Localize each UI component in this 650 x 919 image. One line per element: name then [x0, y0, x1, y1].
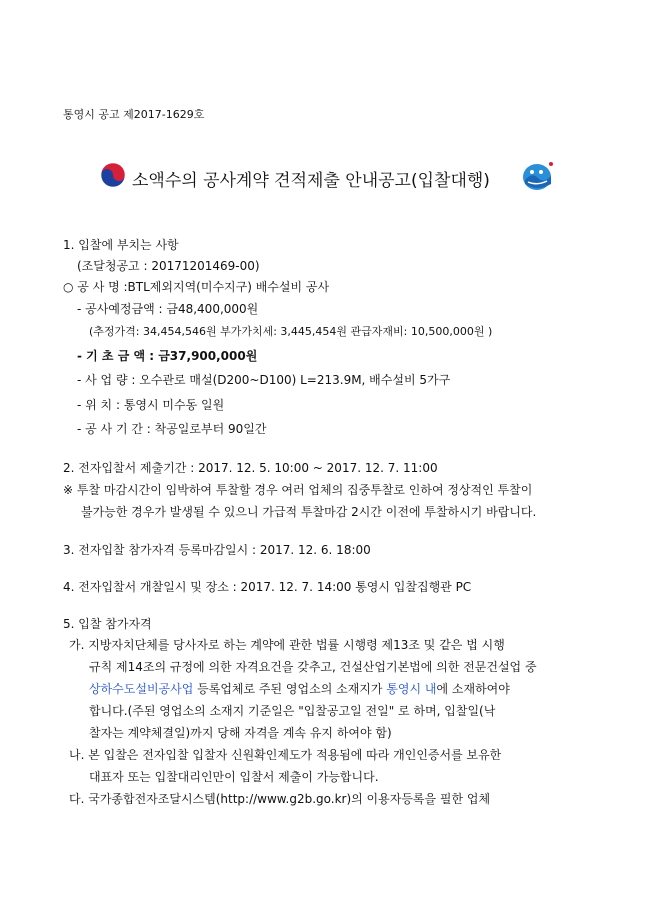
document-title: 소액수의 공사계약 견적제출 안내공고(입찰대행)	[132, 171, 490, 191]
section-2-heading: 2. 전자입찰서 제출기간 : 2017. 12. 5. 10:00 ~ 2017. 12. 7. 11:00	[63, 461, 438, 475]
qualification-ga-line-3-end: 에 소재하여야	[436, 682, 510, 696]
submission-note-line-2: 불가능한 경우가 발생될 수 있으니 가급적 투찰마감 2시간 이전에 투찰하시기 바랍니다.	[81, 505, 537, 519]
required-license-type: 상하수도설비공사업	[89, 682, 194, 696]
qualification-da-line-1: 다. 국가종합전자조달시스템(http://www.g2b.go.kr)의 이용자등록을 필한 업체	[69, 792, 491, 806]
project-name: ○ 공 사 명 :BTL제외지역(미수지구) 배수설비 공사	[63, 280, 330, 294]
submission-note-line-1: ※ 투찰 마감시간이 임박하여 투찰할 경우 여러 업체의 집중투찰로 인하여 정상적인 투찰이	[63, 483, 533, 497]
qualification-na-line-1: 나. 본 입찰은 전자입찰 입찰자 신원확인제도가 적용됨에 따라 개인인증서를 보유한	[69, 748, 502, 762]
project-quantity: - 사 업 량 : 오수관로 매설(D200~D100) L=213.9M, 배수설비 5가구	[77, 373, 451, 387]
qualification-ga-line-3-text: 등록업체로 주된 영업소의 소재지가	[193, 682, 387, 696]
base-amount: - 기 초 금 액 : 금37,900,000원	[77, 349, 258, 363]
taegeuk-logo-icon	[100, 162, 126, 188]
qualification-ga-line-5: 찰자는 계약체결일)까지 당해 자격을 계속 유지 하여야 함)	[89, 726, 392, 740]
qualification-ga-line-4: 합니다.(주된 영업소의 소재지 기준일은 "입찰공고일 전일" 로 하며, 입찰일(낙	[89, 704, 496, 718]
qualification-na-line-2: 대표자 또는 입찰대리인만이 입찰서 제출이 가능합니다.	[89, 770, 379, 784]
city-mascot-icon	[522, 160, 554, 192]
project-location: - 위 치 : 통영시 미수동 일원	[77, 398, 225, 412]
title-row	[100, 160, 560, 192]
qualification-ga-line-3	[89, 681, 510, 697]
estimated-amount-detail: (추정가격: 34,454,546원 부가가치세: 3,445,454원 관급자재비: 10,500,000원 )	[89, 325, 493, 338]
construction-period: - 공 사 기 간 : 착공일로부터 90일간	[77, 422, 267, 436]
qualification-ga-line-2: 규칙 제14조의 규정에 의한 자격요건을 갖추고, 건설산업기본법에 의한 전문건설업 중	[89, 660, 537, 674]
section-5-heading: 5. 입찰 참가자격	[63, 617, 152, 631]
section-1-heading: 1. 입찰에 부치는 사항	[63, 238, 179, 252]
section-3-heading: 3. 전자입찰 참가자격 등록마감일시 : 2017. 12. 6. 18:00	[63, 543, 371, 557]
estimated-amount: - 공사예정금액 : 금48,400,000원	[77, 302, 259, 316]
section-4-heading: 4. 전자입찰서 개찰일시 및 장소 : 2017. 12. 7. 14:00 통영시 입찰집행관 PC	[63, 580, 472, 594]
procurement-number: (조달청공고 : 20171201469-00)	[77, 259, 260, 273]
required-location: 통영시 내	[386, 682, 437, 696]
notice-number: 통영시 공고 제2017-1629호	[63, 108, 205, 121]
qualification-ga-line-1: 가. 지방자치단체를 당사자로 하는 계약에 관한 법률 시행령 제13조 및 같은 법 시행	[69, 638, 505, 652]
